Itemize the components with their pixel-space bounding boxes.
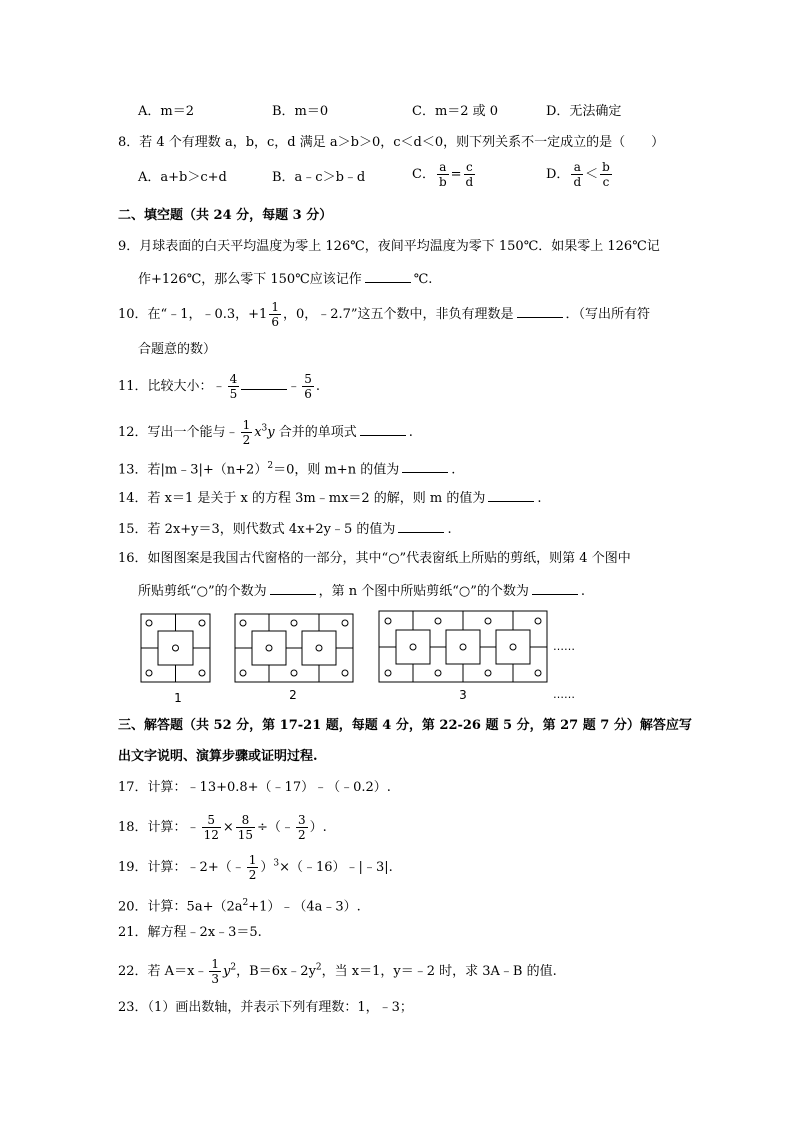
paper-cut-circle (146, 620, 152, 626)
pattern-2 (235, 614, 353, 682)
q18-sign: ﹣ (186, 820, 200, 835)
q18-f1-numerator: 5 (202, 813, 221, 828)
q13-post: ＝0，则 m+n 的值为 (273, 462, 400, 478)
q22-fraction-numerator: 1 (211, 957, 220, 971)
q20-post: +1）﹣（4a﹣3）. (248, 899, 361, 915)
q18-fraction-2 (236, 813, 255, 842)
q11-f2-denominator: 6 (304, 387, 312, 401)
pattern-1 (141, 614, 210, 682)
q8-d-operator: ＜ (585, 167, 599, 182)
q18-fraction-1 (202, 813, 221, 842)
q8-d-f2-denominator: c (602, 175, 610, 189)
q13-tail: . (451, 462, 456, 478)
paper-cut-circle (146, 670, 152, 676)
q20-exponent: 2 (242, 898, 249, 908)
q18-f2-numerator: 8 (236, 813, 255, 828)
q21: 21．解方程﹣2x﹣3＝5. (118, 925, 262, 940)
q18-f2-denominator: 15 (237, 828, 254, 842)
q11-f1-numerator: 4 (229, 372, 238, 386)
q18-f3-denominator: 2 (297, 828, 306, 842)
q12-fraction-numerator: 1 (242, 418, 251, 432)
q10-tail: ．（写出所有符 (565, 307, 651, 322)
section-3-heading-line-1: 三、解答题（共 52 分，第 17-21 题，每题 4 分，第 22-26 题 5 分，第 27 题 7 分）解答应写 (118, 718, 692, 733)
q20-pre: 20．计算：5a+（2a (118, 899, 243, 915)
pattern-1-center-square (158, 631, 193, 665)
q8-stem: 8．若 4 个有理数 a，b，c，d 满足 a＞b＞0，c＜d＜0，则下列关系不一定成立的是（ ） (118, 135, 665, 150)
q8-option-d-label: D． (546, 167, 570, 182)
paper-cut-circle (485, 670, 491, 676)
paper-cut-circle (342, 670, 348, 676)
q13-exponent: 2 (267, 461, 274, 471)
continuation-dots-1: …… (553, 640, 575, 653)
q15-tail: . (447, 522, 452, 537)
q10-fraction-numerator: 1 (271, 300, 279, 314)
q12-y: y (267, 425, 275, 440)
paper-cut-circle (291, 670, 297, 676)
q10-line-2: 合题意的数） (138, 342, 217, 357)
q22-post: ，B＝6x﹣2y (236, 964, 316, 979)
q19-a: ﹣2+（ (186, 860, 232, 875)
section-2-heading: 二、填空题（共 24 分，每题 3 分） (118, 208, 333, 223)
q12-tail: . (408, 425, 413, 440)
paper-cut-circle (240, 620, 246, 626)
q16-line-2a: 所贴剪纸“○”的个数为 (138, 584, 267, 599)
pattern-3-square (496, 630, 530, 664)
q8-c-f1-numerator: a (437, 160, 449, 175)
q22 (118, 957, 557, 986)
paper-cut-circle (291, 620, 297, 626)
paper-cut-circle (460, 644, 466, 650)
paper-cut-circle (199, 670, 205, 676)
q11-f2-numerator: 5 (304, 372, 312, 386)
q13-pre: 13．若|m﹣3|+（n+2） (118, 462, 268, 478)
q23: 23．（1）画出数轴，并表示下列有理数：1，﹣3； (118, 1000, 413, 1015)
q8-c-operator: = (450, 167, 462, 182)
q12-sign: ﹣ (225, 425, 239, 440)
q8-option-c-label: C． (412, 167, 435, 182)
q22-exponent-2: 2 (315, 962, 322, 973)
q18-sign-2: ﹣ (280, 820, 294, 835)
paper-cut-circle (385, 670, 391, 676)
paper-cut-circle (199, 620, 205, 626)
q7-option-b: B．m＝0 (272, 104, 329, 119)
q12-x: x (254, 425, 262, 440)
q18-f3-numerator: 3 (297, 813, 306, 827)
q10-pre: 10．在“﹣1，﹣0.3，+1 (118, 307, 268, 322)
q8-option-a: A．a+b＞c+d (138, 170, 227, 185)
paper-cut-circle (240, 670, 246, 676)
continuation-dots-2: …… (553, 688, 575, 701)
q8-d-f2-numerator: b (602, 160, 610, 174)
paper-cut-circle (342, 620, 348, 626)
paper-cut-circle (173, 645, 179, 651)
q19 (118, 853, 393, 882)
q9-line-2-text: 作+126℃，那么零下 150℃应该记作 (138, 272, 362, 287)
pattern-3-square (446, 630, 480, 664)
q11-pre: 11．比较大小： (118, 379, 213, 394)
q9-line-1: 9．月球表面的白天平均温度为零上 126℃，夜间平均温度为零下 150℃．如果零上 126℃记 (118, 239, 660, 254)
q8-c-f2-denominator: d (465, 175, 474, 189)
q12-post: 合并的单项式 (278, 425, 357, 440)
q19-exponent: 3 (273, 858, 280, 869)
pattern-3-label: 3 (459, 688, 467, 702)
q17: 17．计算：﹣13+0.8+（﹣17）﹣（﹣0.2）. (118, 780, 391, 795)
section-3-heading-line-2: 出文字说明、演算步骤或证明过程. (118, 749, 318, 764)
paper-cut-circle (266, 645, 272, 651)
q19-c: ×（﹣16）﹣|﹣3|. (279, 860, 393, 875)
q18-op-2: ÷（ (257, 820, 281, 835)
paper-cut-circle (510, 644, 516, 650)
pattern-2-label: 2 (289, 688, 297, 702)
q16-line-2b: ，第 n 个图中所贴剪纸“○”的个数为 (318, 584, 529, 599)
q12-fraction-denominator: 2 (242, 433, 251, 447)
paper-cut-circle (435, 618, 441, 624)
q18-op-1: × (222, 820, 234, 835)
q19-fraction-denominator: 2 (248, 868, 257, 882)
q18-tail: ）. (309, 820, 327, 835)
q18-pre: 18．计算： (118, 820, 187, 835)
pattern-2-square (252, 631, 286, 665)
paper-cut-circle (485, 618, 491, 624)
q8-c-f2-numerator: c (464, 160, 476, 175)
pattern-3-square (396, 630, 430, 664)
paper-cut-circle (410, 644, 416, 650)
q18-f1-denominator: 12 (203, 828, 219, 842)
q8-c-f1-denominator: b (438, 175, 447, 189)
q22-y: y (223, 964, 231, 979)
q19-fraction-numerator: 1 (248, 853, 257, 867)
paper-cut-circle (535, 670, 541, 676)
q8-d-f1-numerator: a (571, 160, 583, 175)
q10-fraction-denominator: 6 (271, 315, 279, 329)
q14-pre: 14．若 x＝1 是关于 x 的方程 3m﹣mx＝2 的解，则 m 的值为 (118, 491, 486, 506)
q19-fraction (247, 853, 259, 882)
q22-exponent: 2 (230, 962, 237, 973)
q19-pre: 19．计算： (118, 860, 187, 875)
q11-sign-1: ﹣ (212, 379, 226, 394)
q11-f1-denominator: 5 (229, 387, 238, 401)
q8-d-f1-denominator: d (573, 175, 582, 189)
paper-cut-circle (535, 618, 541, 624)
q18 (118, 813, 327, 842)
q7-option-c: C．m＝2 或 0 (412, 104, 499, 119)
q19-b: ） (260, 860, 274, 875)
q11-tail: . (315, 379, 320, 394)
paper-cut-circle (385, 618, 391, 624)
paper-cut-circle (435, 670, 441, 676)
pattern-3 (379, 611, 547, 682)
pattern-2-square (302, 631, 336, 665)
q8-option-b: B．a﹣c＞b﹣d (272, 170, 366, 185)
q11-sign-2: ﹣ (287, 379, 301, 394)
q18-fraction-3 (296, 813, 308, 842)
paper-cut-circle (316, 645, 322, 651)
q22-pre: 22．若 A＝x﹣ (118, 964, 208, 979)
q22-fraction-denominator: 3 (211, 972, 220, 986)
q10-post: ，0，﹣2.7”这五个数中，非负有理数是 (282, 307, 514, 322)
q22-fraction (209, 957, 221, 986)
q7-option-a: A．m＝2 (138, 104, 194, 119)
q12-pre: 12．写出一个能与 (118, 425, 226, 440)
q19-sign: ﹣ (231, 860, 245, 875)
q16-line-1: 16．如图图案是我国古代窗格的一部分，其中“○”代表窗纸上所贴的剪纸，则第 4 个图中 (118, 551, 631, 566)
q7-option-d: D．无法确定 (546, 104, 622, 119)
q20 (118, 893, 361, 917)
q16-tail: . (580, 584, 586, 599)
pattern-1-label: 1 (174, 691, 182, 705)
q14-tail: . (537, 491, 542, 506)
q15-pre: 15．若 2x+y＝3，则代数式 4x+2y﹣5 的值为 (118, 522, 396, 537)
q12-exponent: 3 (261, 423, 268, 434)
q22-tail: ，当 x＝1，y＝﹣2 时，求 3A﹣B 的值. (321, 964, 557, 979)
q9-unit: ℃. (413, 272, 433, 287)
